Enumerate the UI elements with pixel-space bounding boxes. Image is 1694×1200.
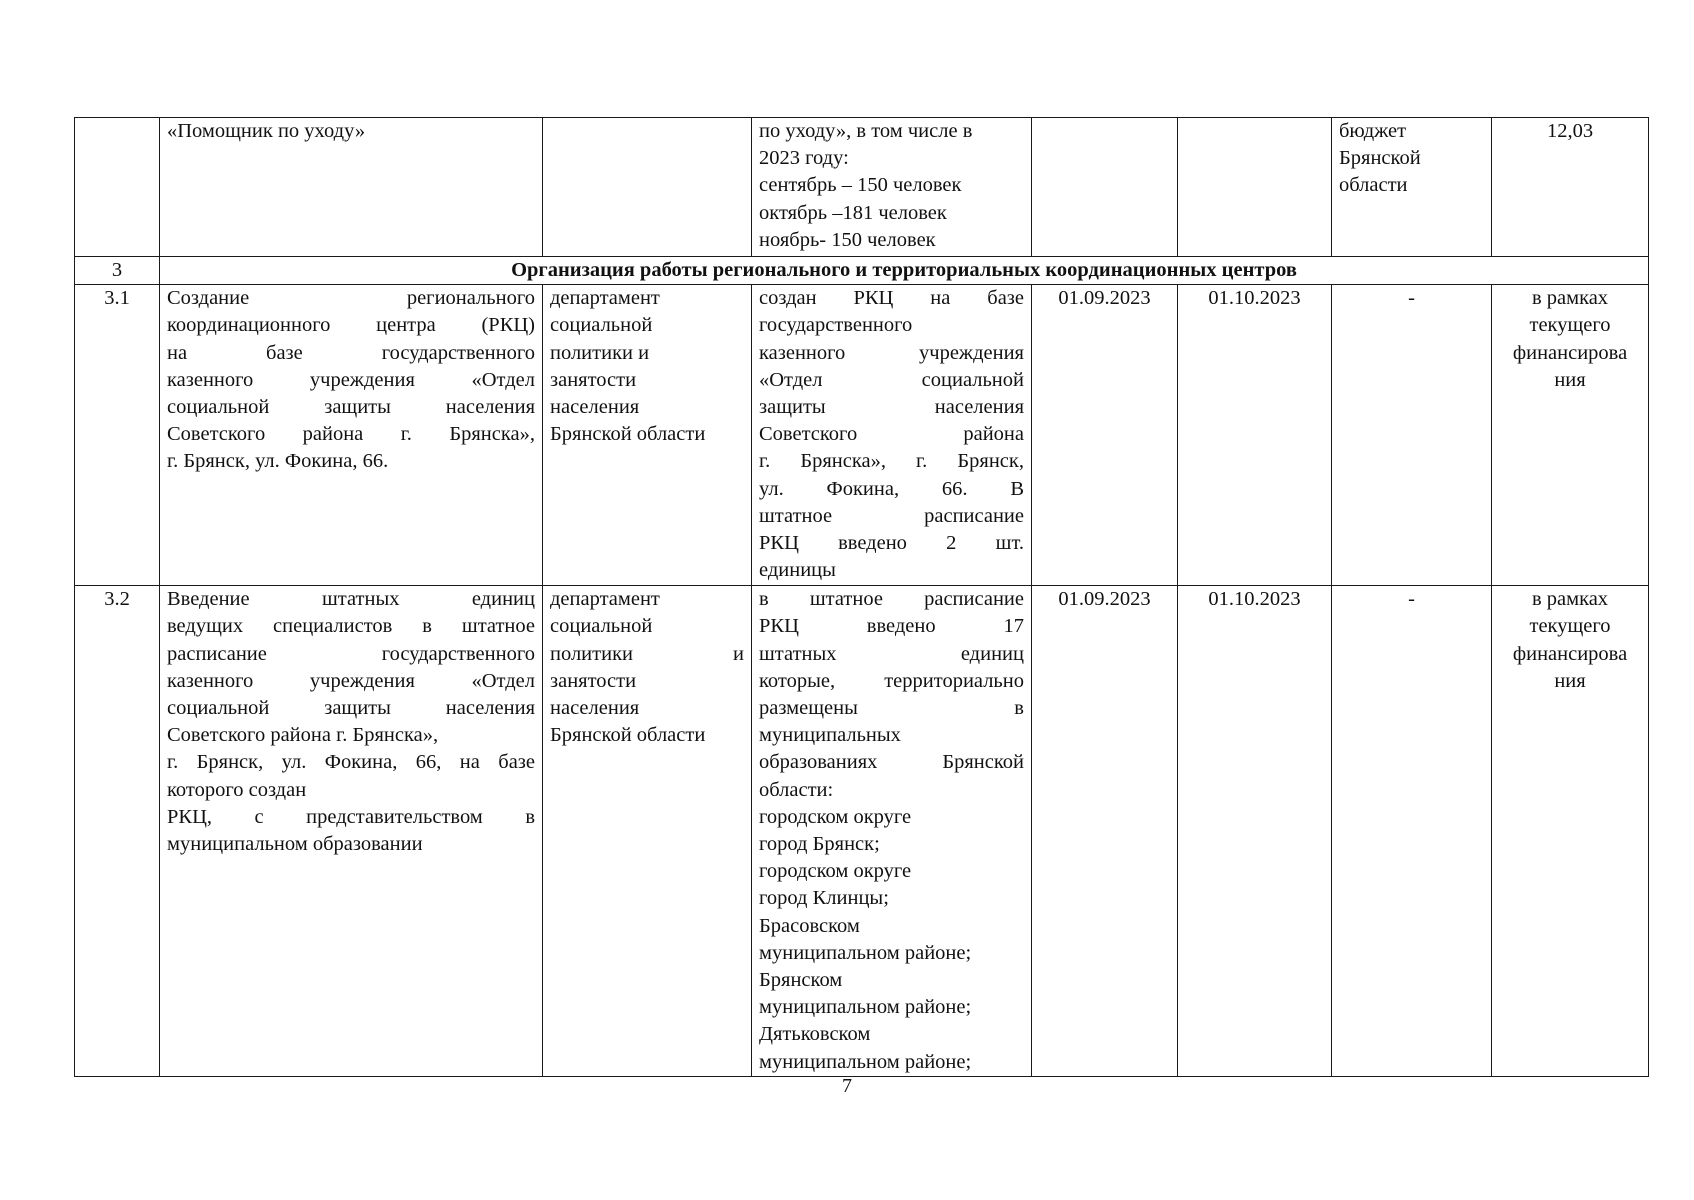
executor-line: Брянской области — [550, 423, 706, 446]
measure-name-cell — [160, 586, 543, 1077]
measure-name-line: которого создан — [167, 778, 307, 801]
section-title: Организация работы регионального и территориальных координационных центров — [160, 257, 1649, 285]
result-line: образованиях Брянской — [759, 751, 1024, 774]
result-line: октябрь –181 человек — [759, 201, 947, 224]
result-line: муниципальном районе; — [759, 996, 972, 1019]
result-line: создан РКЦ на базе — [759, 287, 1024, 310]
measure-name-line: координационного центра (РКЦ) — [167, 314, 535, 337]
result-line: городском округе — [759, 805, 912, 828]
executor-line: социальной — [550, 615, 653, 638]
measure-name-line: ведущих специалистов в штатное — [167, 615, 535, 638]
measure-name-line: социальной защиты населения — [167, 697, 535, 720]
result-cell — [752, 586, 1032, 1077]
result-line: Советского района — [759, 423, 1024, 446]
funding-amount-line: текущего — [1529, 314, 1611, 337]
end-date-cell: 01.10.2023 — [1178, 586, 1332, 1077]
result-line: РКЦ введено 17 — [759, 615, 1024, 638]
executor-line: политики и — [550, 341, 650, 364]
funding-source-cell — [1332, 118, 1492, 257]
result-line: муниципальных — [759, 724, 901, 747]
result-line: 2023 году: — [759, 147, 849, 170]
result-line: казенного учреждения — [759, 341, 1024, 364]
executor-line: Брянской области — [550, 724, 706, 747]
result-line: Брянском — [759, 969, 843, 992]
table-row — [75, 118, 1649, 257]
result-line: «Отдел социальной — [759, 368, 1024, 391]
result-line: городском округе — [759, 860, 912, 883]
result-line: сентябрь – 150 человек — [759, 174, 962, 197]
result-line: в штатное расписание — [759, 588, 1024, 611]
result-line: защиты населения — [759, 396, 1024, 419]
executor-cell — [543, 118, 752, 257]
funding-amount-line: финансирова — [1512, 642, 1628, 665]
result-line: государственного — [759, 314, 913, 337]
executor-line: занятости — [550, 368, 637, 391]
funding-amount-line: в рамках — [1531, 588, 1609, 611]
result-line: РКЦ введено 2 шт. — [759, 532, 1024, 555]
executor-line: занятости — [550, 669, 637, 692]
row-number-cell — [75, 118, 160, 257]
result-line: Дятьковском — [759, 1023, 871, 1046]
measure-name-line: Советского района г. Брянска», — [167, 724, 439, 747]
measure-name-line: РКЦ, с представительством в — [167, 805, 535, 828]
executor-line: населения — [550, 396, 640, 419]
result-line: ул. Фокина, 66. В — [759, 477, 1024, 500]
measure-name-line: Создание регионального — [167, 287, 535, 310]
section-number: 3 — [75, 257, 160, 285]
executor-line: социальной — [550, 314, 653, 337]
measure-name-line: на базе государственного — [167, 341, 535, 364]
measure-name-cell: «Помощник по уходу» — [160, 118, 543, 257]
result-line: г. Брянска», г. Брянск, — [759, 450, 1024, 473]
end-date-cell: 01.10.2023 — [1178, 285, 1332, 586]
section-row — [75, 257, 1649, 285]
row-number-cell: 3.2 — [75, 586, 160, 1077]
measure-name-line: казенного учреждения «Отдел — [167, 669, 535, 692]
result-line: муниципальном районе; — [759, 1050, 972, 1073]
measure-name-line: Введение штатных единиц — [167, 588, 535, 611]
measure-name-cell — [160, 285, 543, 586]
start-date-cell: 01.09.2023 — [1032, 586, 1178, 1077]
result-line: штатных единиц — [759, 642, 1024, 665]
row-number-cell: 3.1 — [75, 285, 160, 586]
result-line: области: — [759, 778, 834, 801]
funding-source-line: Брянской — [1339, 147, 1421, 170]
executor-line: населения — [550, 697, 640, 720]
funding-source-line: бюджет — [1339, 120, 1407, 142]
funding-amount-cell — [1492, 586, 1649, 1077]
result-line: ноябрь- 150 человек — [759, 228, 936, 251]
executor-cell — [543, 285, 752, 586]
funding-source-line: области — [1339, 174, 1408, 197]
measure-name-line: Советского района г. Брянска», — [167, 423, 535, 446]
result-line: штатное расписание — [759, 504, 1024, 527]
funding-amount-cell: 12,03 — [1492, 118, 1649, 257]
measures-table — [74, 117, 1649, 1077]
executor-cell — [543, 586, 752, 1077]
measure-name-line: г. Брянск, ул. Фокина, 66, на базе — [167, 751, 535, 774]
funding-amount-line: текущего — [1529, 615, 1611, 638]
funding-amount-line: ния — [1554, 669, 1586, 692]
result-line: единицы — [759, 559, 836, 582]
result-line: по уходу», в том числе в — [759, 120, 973, 142]
result-line: которые, территориально — [759, 669, 1024, 692]
start-date-cell — [1032, 118, 1178, 257]
measure-name-line: муниципальном образовании — [167, 833, 423, 856]
table-row — [75, 586, 1649, 1077]
result-line: размещены в — [759, 697, 1024, 720]
result-cell — [752, 285, 1032, 586]
funding-source-cell: - — [1332, 285, 1492, 586]
result-cell — [752, 118, 1032, 257]
funding-source-cell: - — [1332, 586, 1492, 1077]
result-line: город Брянск; — [759, 833, 880, 856]
measure-name-line: г. Брянск, ул. Фокина, 66. — [167, 450, 389, 473]
measure-name-line: казенного учреждения «Отдел — [167, 368, 535, 391]
funding-amount-line: в рамках — [1531, 287, 1609, 310]
funding-amount-line: финансирова — [1512, 341, 1628, 364]
result-line: Брасовском — [759, 914, 860, 937]
start-date-cell: 01.09.2023 — [1032, 285, 1178, 586]
result-line: город Клинцы; — [759, 887, 889, 910]
executor-line: департамент — [550, 287, 660, 310]
measure-name-line: расписание государственного — [167, 642, 535, 665]
funding-amount-line: ния — [1554, 368, 1586, 391]
table-row — [75, 285, 1649, 586]
result-line: муниципальном районе; — [759, 941, 972, 964]
funding-amount-cell — [1492, 285, 1649, 586]
page-number: 7 — [842, 1075, 852, 1097]
end-date-cell — [1178, 118, 1332, 257]
measure-name-line: социальной защиты населения — [167, 396, 535, 419]
executor-line: политики и — [550, 642, 744, 665]
executor-line: департамент — [550, 588, 660, 611]
